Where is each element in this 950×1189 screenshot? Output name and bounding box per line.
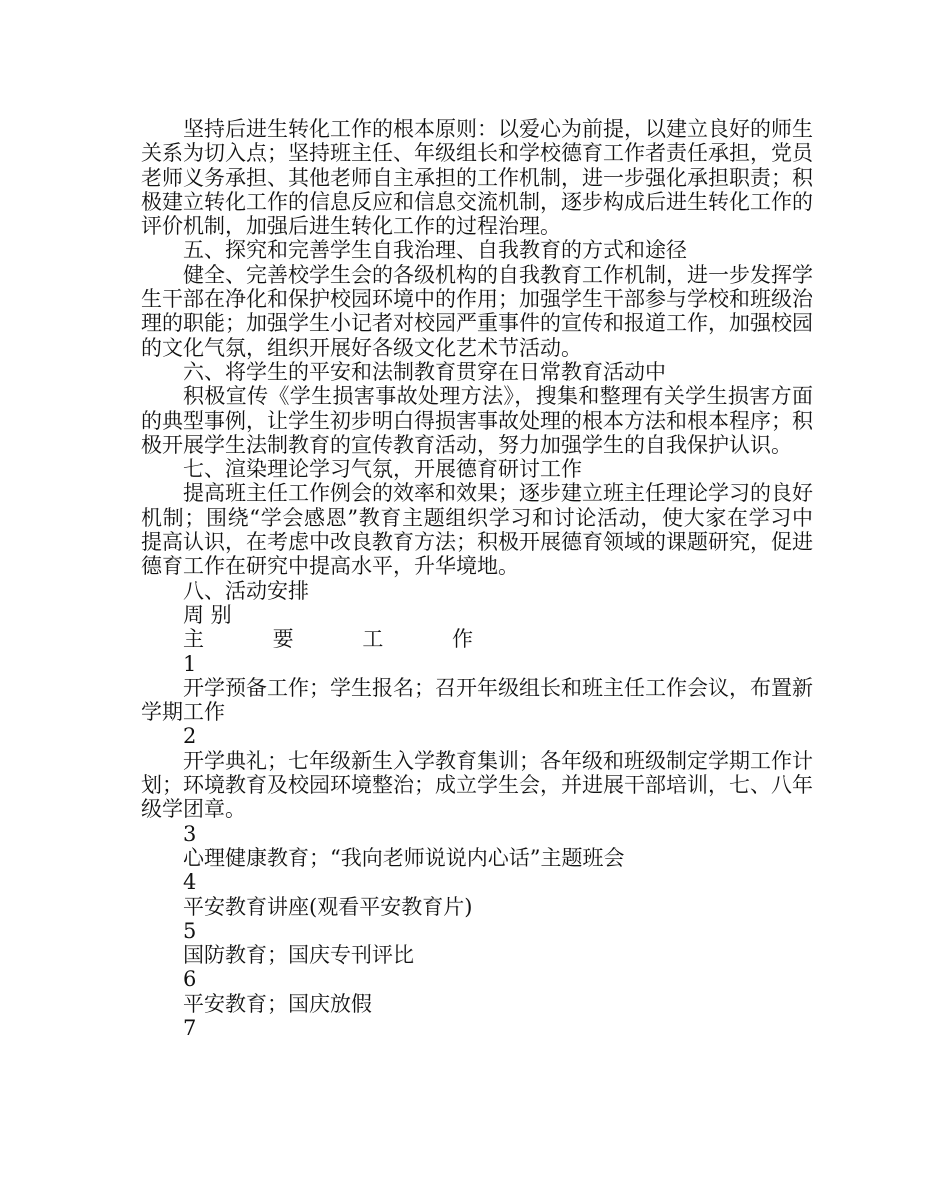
work-header-char: 要	[272, 627, 294, 652]
section-heading-6: 六、将学生的平安和法制教育贯穿在日常教育活动中	[183, 359, 666, 384]
paragraph-moral-research: 提高班主任工作例会的效率和效果；逐步建立班主任理论学习的良好机制；围绕“学会感恩”教育主题组织学习和讨论活动，使大家在学习中提高认识，在考虑中改良教育方法；积极开展德育领域的课题研究，促进德育工作在研究中提高水平，升华境地。	[141, 481, 813, 579]
week-number: 3	[183, 821, 197, 846]
week-number: 2	[183, 724, 197, 749]
week-activity: 平安教育讲座(观看平安教育片)	[183, 894, 473, 919]
work-header-char: 主	[183, 627, 204, 652]
work-column-header	[141, 627, 813, 651]
week-number: 5	[183, 918, 197, 943]
week-activity: 国防教育；国庆专刊评比	[183, 943, 414, 968]
section-heading-7: 七、渲染理论学习气氛，开展德育研讨工作	[183, 457, 582, 482]
paragraph-transformation-principle: 坚持后进生转化工作的根本原则：以爱心为前提，以建立良好的师生关系为切入点；坚持班主任、年级组长和学校德育工作者责任承担，党员老师义务承担、其他老师自主承担的工作机制，进一步强化承担职责；积极建立转化工作的信息反应和信息交流机制，逐步构成后进生转化工作的评价机制，加强后进生转化工作的过程治理。	[141, 117, 813, 239]
work-header-char: 工	[362, 627, 384, 652]
week-number: 7	[183, 1015, 197, 1040]
week-activity: 心理健康教育；“我向老师说说内心话”主题班会	[183, 845, 625, 870]
document-page	[141, 117, 813, 1040]
schedule-table	[141, 603, 813, 1040]
section-heading-5: 五、探究和完善学生自我治理、自我教育的方式和途径	[183, 238, 687, 263]
paragraph-safety-legal-education: 积极宣传《学生损害事故处理方法》，搜集和整理有关学生损害方面的典型事例，让学生初步明白得损害事故处理的根本方法和根本程序；积极开展学生法制教育的宣传教育活动，努力加强学生的自我保护认识。	[141, 384, 813, 457]
work-header-char: 作	[451, 627, 473, 652]
section-heading-8: 八、活动安排	[183, 578, 309, 603]
week-number: 1	[183, 651, 197, 676]
week-activity: 开学典礼；七年级新生入学教育集训；各年级和班级制定学期工作计划；环境教育及校园环境整治；成立学生会，并进展干部培训，七、八年级学团章。	[141, 748, 813, 822]
week-activity: 开学预备工作；学生报名；召开年级组长和班主任工作会议，布置新学期工作	[141, 675, 813, 725]
paragraph-student-self-management: 健全、完善校学生会的各级机构的自我教育工作机制，进一步发挥学生干部在净化和保护校园环境中的作用；加强学生干部参与学校和班级治理的职能；加强学生小记者对校园严重事件的宣传和报道工作，加强校园的文化气氛，组织开展好各级文化艺术节活动。	[141, 262, 813, 360]
week-number: 4	[183, 870, 197, 895]
week-activity: 平安教育；国庆放假	[183, 991, 372, 1016]
week-column-header: 周 别	[183, 602, 232, 627]
week-number: 6	[183, 967, 197, 992]
